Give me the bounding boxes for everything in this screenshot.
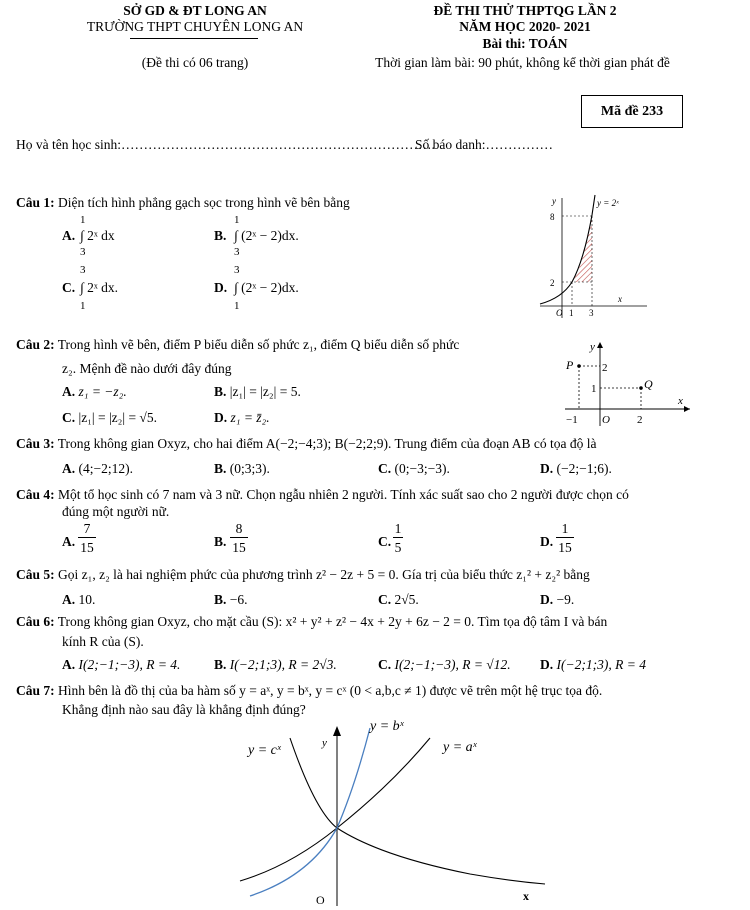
q1-c-letter: C. <box>62 280 76 295</box>
q5-b-letter: B. <box>214 592 227 607</box>
q3-c-text: (0;−3;−3). <box>394 461 450 476</box>
school-name: TRƯỜNG THPT CHUYÊN LONG AN <box>86 19 304 34</box>
q1-stem <box>16 195 350 211</box>
q6-option-b[interactable] <box>214 657 337 673</box>
q7-curve-a <box>240 738 430 881</box>
q2-fig-tick-y2: 2 <box>602 362 608 374</box>
time-info: Thời gian làm bài: 90 phút, không kể thời gian phát đề <box>375 55 670 70</box>
q3-b-letter: B. <box>214 461 227 476</box>
q2-b-text: |z₁| = |z₂| = 5. <box>229 384 301 399</box>
q4-d-letter: D. <box>540 534 554 549</box>
q1-option-d[interactable] <box>214 280 227 296</box>
q3-option-a[interactable] <box>62 461 133 477</box>
q2-figure <box>560 338 695 430</box>
q2-x-arrow <box>684 406 690 412</box>
q6-option-d[interactable] <box>540 657 646 673</box>
q4-d-num: 1 <box>556 521 574 538</box>
q1-figure <box>532 190 652 320</box>
q1-fig-tick-1: 1 <box>569 308 574 318</box>
q1-b-lower: 3 <box>234 246 240 258</box>
q6-b-text: I(−2;1;3), R = 2√3. <box>229 657 337 672</box>
q6-text2: kính R của (S). <box>62 634 144 649</box>
q2-fig-q-label: Q <box>644 377 653 391</box>
exam-title: ĐỀ THI THỬ THPTQG LẦN 2 <box>433 3 617 18</box>
page-count: (Đề thi có 06 trang) <box>141 55 249 70</box>
q1-b-letter: B. <box>214 228 227 243</box>
q5-stem <box>16 567 590 583</box>
q2-fig-tick-m1: −1 <box>566 414 578 426</box>
q5-b-text: −6. <box>229 592 248 607</box>
q4-text1: Một tổ học sinh có 7 nam và 3 nữ. Chọn ngẫu nhiên 2 người. Tính xác suất sao cho 2 người được chọn có <box>58 487 629 502</box>
q1-b-upper: 1 <box>234 214 240 226</box>
q6-label: Câu 6: <box>16 614 55 629</box>
q6-a-letter: A. <box>62 657 76 672</box>
subject: Bài thi: TOÁN <box>482 36 568 51</box>
q2-d-letter: D. <box>214 410 228 425</box>
q4-c-letter: C. <box>378 534 392 549</box>
q4-a-letter: A. <box>62 534 76 549</box>
q5-a-text: 10. <box>78 592 96 607</box>
q5-a-letter: A. <box>62 592 76 607</box>
q2-fig-tick-y1: 1 <box>591 383 597 395</box>
q2-fig-p-label: P <box>566 358 574 372</box>
q7-x-label: x <box>523 889 529 903</box>
dept-name: SỞ GD & ĐT LONG AN <box>123 3 267 18</box>
q1-fig-tick-8: 8 <box>550 212 555 222</box>
q2-a-text: z₁ = −z₂. <box>78 384 127 399</box>
q1-hatched-region <box>572 215 592 282</box>
q1-c-expr: ∫ 2ˣ dx. <box>80 280 118 295</box>
q7-text2: Khẳng định nào sau đây là khẳng định đúng? <box>62 702 306 717</box>
q1-option-c[interactable] <box>62 280 75 296</box>
q4-d-den: 15 <box>558 540 572 555</box>
q3-label: Câu 3: <box>16 436 55 451</box>
q3-text: Trong không gian Oxyz, cho hai điểm A(−2;−4;3); B(−2;2;9). Trung điểm của đoạn AB có tọa độ là <box>57 436 597 451</box>
q7-text1: Hình bên là đồ thị của ba hàm số y = aˣ, y = bˣ, y = cˣ (0 < a,b,c ≠ 1) được vẽ trên một hệ trục tọa độ. <box>58 683 603 698</box>
q4-a-den: 15 <box>80 540 94 555</box>
q4-a-num: 7 <box>78 521 96 538</box>
q7-y-label: y <box>322 737 327 749</box>
q4-b-letter: B. <box>214 534 227 549</box>
q1-c-lower: 1 <box>80 300 86 312</box>
q5-option-d[interactable] <box>540 592 574 608</box>
q5-c-letter: C. <box>378 592 392 607</box>
q6-stem-line1 <box>16 614 607 630</box>
q1-a-lower: 3 <box>80 246 86 258</box>
q4-label: Câu 4: <box>16 487 55 502</box>
q7-y-arrow <box>333 726 341 736</box>
q2-option-b[interactable] <box>214 384 301 400</box>
q5-d-text: −9. <box>556 592 575 607</box>
q2-text1: Trong hình vẽ bên, điểm P biểu diễn số phức z₁, điểm Q biểu diễn số phức <box>57 337 460 352</box>
q4-option-c[interactable] <box>378 534 391 550</box>
q6-option-a[interactable] <box>62 657 180 673</box>
q1-fig-origin: O <box>556 308 563 318</box>
q7-origin: O <box>316 893 325 907</box>
q1-c-upper: 3 <box>80 264 86 276</box>
q6-c-letter: C. <box>378 657 392 672</box>
q1-option-b[interactable] <box>214 228 226 244</box>
q6-option-c[interactable] <box>378 657 511 673</box>
q3-d-letter: D. <box>540 461 554 476</box>
q7-figure <box>230 716 560 908</box>
q1-label: Câu 1: <box>16 195 55 210</box>
exam-code-box: Mã đề 233 <box>581 95 683 128</box>
q2-b-letter: B. <box>214 384 227 399</box>
q2-c-letter: C. <box>62 410 76 425</box>
q3-option-b[interactable] <box>214 461 270 477</box>
q6-b-letter: B. <box>214 657 227 672</box>
q5-c-text: 2√5. <box>394 592 419 607</box>
q6-d-text: I(−2;1;3), R = 4 <box>556 657 646 672</box>
q2-point-q <box>639 386 643 390</box>
q7-label-ya: y = aˣ <box>443 740 477 755</box>
q1-fig-tick-3: 3 <box>589 308 594 318</box>
q3-option-d[interactable] <box>540 461 612 477</box>
q1-fig-tick-2: 2 <box>550 278 555 288</box>
q2-fig-tick-x2: 2 <box>637 414 643 426</box>
q1-d-upper: 3 <box>234 264 240 276</box>
q1-fig-func: y = 2ˣ <box>597 198 619 208</box>
q7-label: Câu 7: <box>16 683 55 698</box>
q6-a-text: I(2;−1;−3), R = 4. <box>78 657 181 672</box>
q6-d-letter: D. <box>540 657 554 672</box>
school-underline <box>130 38 258 39</box>
q7-curve-c <box>290 738 545 884</box>
q5-text: Gọi z₁, z₂ là hai nghiệm phức của phương trình z² − 2z + 5 = 0. Gía trị của biểu thức z₁² + z₂² bằng <box>58 567 590 582</box>
q7-label-yb: y = bˣ <box>370 719 404 734</box>
q2-option-a[interactable] <box>62 384 127 400</box>
q2-fig-x-label: x <box>678 395 683 407</box>
q2-y-arrow <box>597 342 603 348</box>
q1-d-expr: ∫ (2ˣ − 2)dx. <box>234 280 299 295</box>
q1-b-expr: ∫ (2ˣ − 2)dx. <box>234 228 299 243</box>
q5-d-letter: D. <box>540 592 554 607</box>
q6-text1: Trong không gian Oxyz, cho mặt cầu (S): x² + y² + z² − 4x + 2y + 6z − 2 = 0. Tìm tọa độ tâm I và bán <box>57 614 608 629</box>
q4-c-den: 5 <box>394 540 402 555</box>
q3-stem <box>16 436 596 452</box>
school-year: NĂM HỌC 2020- 2021 <box>459 19 591 34</box>
q2-stem-line1 <box>16 337 459 353</box>
q4-option-b[interactable] <box>214 534 226 550</box>
q5-label: Câu 5: <box>16 567 55 582</box>
q5-option-c[interactable] <box>378 592 419 608</box>
q3-a-letter: A. <box>62 461 76 476</box>
q2-fig-origin: O <box>602 414 610 426</box>
q7-stem-line1 <box>16 683 602 699</box>
q3-d-text: (−2;−1;6). <box>556 461 612 476</box>
q2-option-c[interactable] <box>62 410 157 426</box>
q4-option-d[interactable] <box>540 534 553 550</box>
q2-label: Câu 2: <box>16 337 55 352</box>
q2-text2: z₂. Mệnh đề nào dưới đây đúng <box>62 361 232 376</box>
q1-option-a[interactable] <box>62 228 75 244</box>
q1-a-letter: A. <box>62 228 76 243</box>
q3-a-text: (4;−2;12). <box>78 461 133 476</box>
q1-text: Diện tích hình phẳng gạch sọc trong hình vẽ bên bằng <box>58 195 350 210</box>
q2-d-text: z₁ = z̄₂. <box>230 410 270 425</box>
q3-option-c[interactable] <box>378 461 450 477</box>
q4-c-num: 1 <box>394 521 402 536</box>
student-id-line: Số báo danh:…………… <box>415 137 553 152</box>
q5-option-b[interactable] <box>214 592 248 608</box>
q6-c-text: I(2;−1;−3), R = √12. <box>394 657 511 672</box>
q4-b-den: 15 <box>232 540 246 555</box>
q4-option-a[interactable] <box>62 534 75 550</box>
q3-b-text: (0;3;3). <box>229 461 270 476</box>
q1-a-upper: 1 <box>80 214 86 226</box>
q2-point-p <box>577 364 581 368</box>
q2-a-letter: A. <box>62 384 76 399</box>
q5-option-a[interactable] <box>62 592 95 608</box>
q1-d-lower: 1 <box>234 300 240 312</box>
q7-label-yc: y = cˣ <box>248 743 281 758</box>
q4-text2: đúng một người nữ. <box>62 504 170 519</box>
q2-fig-y-label: y <box>590 341 595 353</box>
q1-a-expr: ∫ 2ˣ dx <box>80 228 115 243</box>
q2-option-d[interactable] <box>214 410 270 426</box>
q2-c-text: |z₁| = |z₂| = √5. <box>78 410 157 425</box>
q4-stem-line1 <box>16 487 629 503</box>
q4-b-num: 8 <box>230 521 248 538</box>
q3-c-letter: C. <box>378 461 392 476</box>
q1-fig-x-label: x <box>618 294 622 304</box>
q1-d-letter: D. <box>214 280 228 295</box>
student-name-line: Họ và tên học sinh:……………………………………………………………. <box>16 137 435 152</box>
q1-fig-y-label: y <box>552 196 556 206</box>
